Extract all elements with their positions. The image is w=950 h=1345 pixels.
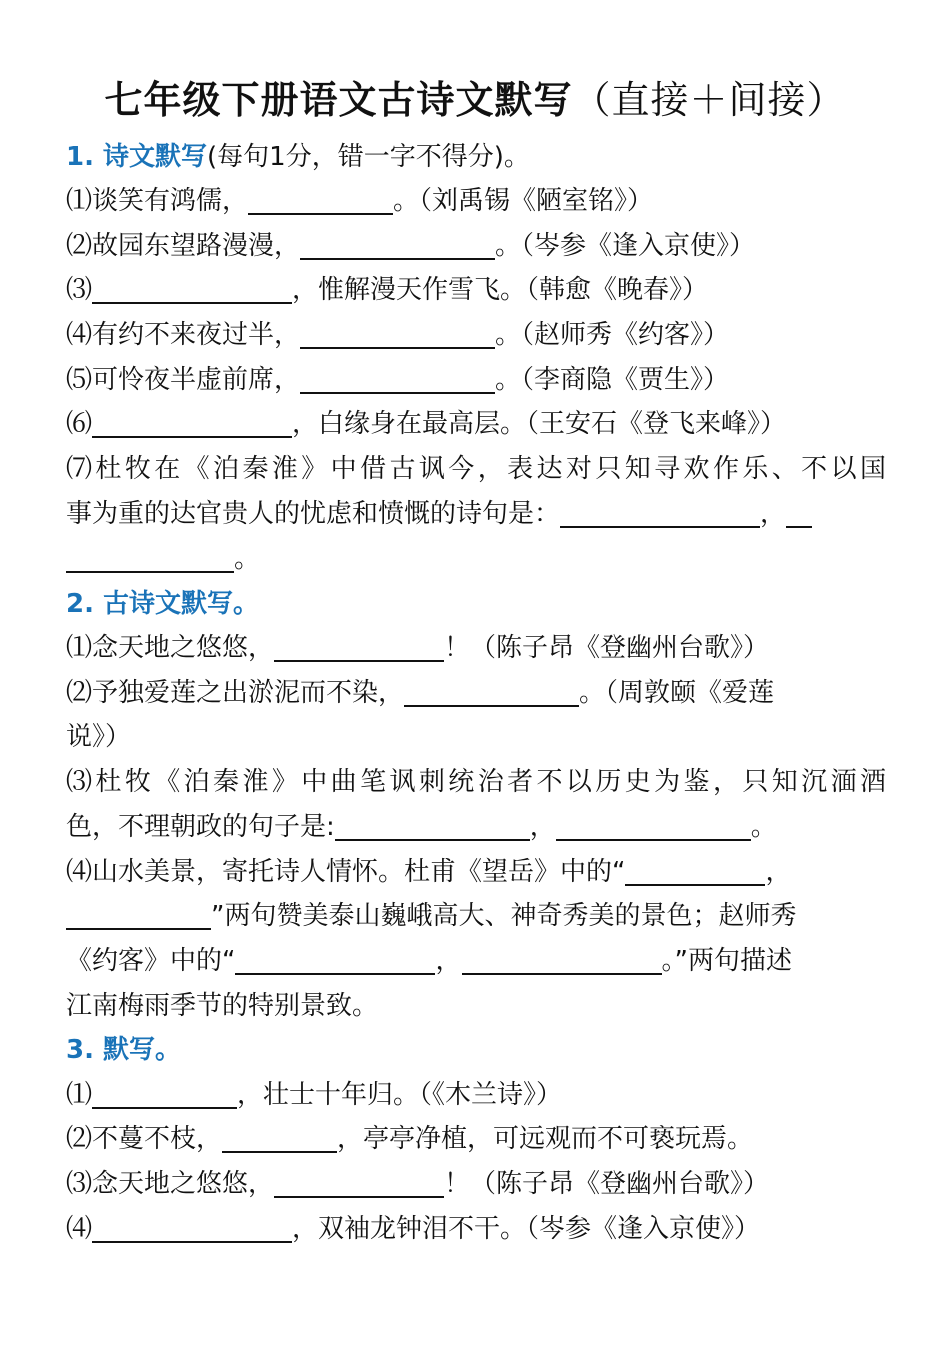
answer-blank[interactable]	[404, 675, 579, 707]
question-2-2-line-2: 说》）	[66, 722, 132, 752]
question-text: ⑴谈笑有鸿儒，	[66, 186, 249, 216]
question-number: ⑹	[66, 409, 93, 439]
question-text: ，白缘身在最高层。（王安石《登飞来峰》）	[292, 409, 787, 439]
question-2-1	[66, 626, 886, 670]
question-text: ”两句赞美泰山巍峨高大、神奇秀美的景色；赵师秀	[211, 901, 797, 931]
answer-blank[interactable]	[248, 183, 393, 215]
answer-blank[interactable]	[300, 317, 495, 349]
question-2-4-line-2	[66, 894, 886, 938]
answer-blank[interactable]	[300, 362, 495, 394]
question-text: 。”两句描述	[661, 946, 792, 976]
section-instruction: (每句1分，错一字不得分)。	[207, 142, 530, 172]
answer-blank[interactable]	[274, 630, 444, 662]
question-2-2	[66, 671, 886, 715]
answer-blank[interactable]	[222, 1121, 337, 1153]
question-number: ⑴	[66, 1080, 93, 1110]
question-3-1	[66, 1073, 886, 1117]
question-2-3-line-2	[66, 805, 886, 849]
question-source: 。（赵师秀《约客》）	[495, 320, 730, 350]
question-text: ⑴念天地之悠悠，	[66, 633, 275, 663]
question-number: ⑷	[66, 1214, 93, 1244]
answer-blank[interactable]	[92, 272, 292, 304]
question-number: ⑶	[66, 275, 93, 305]
page-title	[0, 70, 950, 130]
question-text: ，壮士十年归。（《木兰诗》）	[237, 1080, 563, 1110]
question-source: 。（刘禹锡《陋室铭》）	[393, 186, 654, 216]
question-1-1	[66, 179, 886, 223]
answer-blank[interactable]	[92, 1077, 237, 1109]
question-text: ⑵故园东望路漫漫，	[66, 231, 301, 261]
question-2-4-line-4: 江南梅雨季节的特别景致。	[66, 991, 379, 1021]
punctuation: ，	[765, 857, 792, 887]
section-heading: 3. 默写。	[66, 1035, 182, 1065]
answer-blank[interactable]	[560, 496, 760, 528]
answer-blank[interactable]	[300, 228, 495, 260]
title-main: 七年级下册语文古诗文默写	[104, 78, 573, 122]
section-1-heading	[66, 135, 886, 179]
punctuation: ，	[435, 946, 462, 976]
question-2-4-line-3	[66, 939, 886, 983]
section-heading: 2. 古诗文默写。	[66, 589, 260, 619]
question-1-7-line-3	[66, 537, 886, 581]
question-text: ，惟解漫天作雪飞。（韩愈《晚春》）	[292, 275, 709, 305]
question-source: 。（李商隐《贾生》）	[495, 365, 730, 395]
question-1-2	[66, 224, 886, 268]
answer-blank[interactable]	[335, 809, 530, 841]
question-source: ！（陈子昂《登幽州台歌》）	[444, 633, 770, 663]
question-1-7-line-1: ⑺杜牧在《泊秦淮》中借古讽今，表达对只知寻欢作乐、不以国	[66, 454, 886, 484]
question-source: 。（岑参《逢入京使》）	[495, 231, 756, 261]
answer-blank[interactable]	[625, 854, 765, 886]
answer-blank[interactable]	[462, 943, 662, 975]
answer-blank[interactable]	[235, 943, 435, 975]
question-2-3-line-1: ⑶杜牧《泊秦淮》中曲笔讽刺统治者不以历史为鉴，只知沉湎酒	[66, 767, 886, 797]
question-text: 《约客》中的“	[66, 946, 236, 976]
section-heading: 1. 诗文默写	[66, 142, 208, 172]
punctuation: 。	[234, 544, 261, 574]
question-text: ⑷有约不来夜过半，	[66, 320, 301, 350]
question-3-3	[66, 1162, 886, 1206]
answer-blank[interactable]	[92, 406, 292, 438]
question-1-5	[66, 358, 886, 402]
question-3-2	[66, 1117, 886, 1161]
question-text: ，双袖龙钟泪不干。（岑参《逢入京使》）	[292, 1214, 761, 1244]
punctuation: ，	[529, 812, 556, 842]
question-text: 色，不理朝政的句子是:	[66, 812, 335, 842]
question-text: ⑶念天地之悠悠，	[66, 1169, 275, 1199]
question-1-7-line-2	[66, 492, 886, 536]
question-text: ⑷山水美景，寄托诗人情怀。杜甫《望岳》中的“	[66, 857, 626, 887]
answer-blank[interactable]	[556, 809, 751, 841]
answer-blank[interactable]	[66, 898, 211, 930]
question-text: ⑵予独爱莲之出淤泥而不染，	[66, 678, 405, 708]
question-1-4	[66, 313, 886, 357]
punctuation: 。	[750, 812, 777, 842]
question-1-6	[66, 402, 886, 446]
question-text: ⑸可怜夜半虚前席，	[66, 365, 301, 395]
answer-blank[interactable]	[786, 496, 812, 528]
question-source: 。（周敦颐《爱莲	[579, 678, 775, 708]
question-text: ⑵不蔓不枝，	[66, 1124, 223, 1154]
title-sub: （直接＋间接）	[572, 78, 846, 122]
question-1-3	[66, 268, 886, 312]
answer-blank[interactable]	[66, 541, 234, 573]
answer-blank[interactable]	[274, 1166, 444, 1198]
answer-blank[interactable]	[92, 1211, 292, 1243]
question-source: ！（陈子昂《登幽州台歌》）	[444, 1169, 770, 1199]
question-2-4-line-1	[66, 850, 886, 894]
question-text: ，亭亭净植，可远观而不可亵玩焉。	[337, 1124, 754, 1154]
section-3-heading	[66, 1028, 886, 1072]
punctuation: ，	[760, 499, 787, 529]
section-2-heading	[66, 582, 886, 626]
question-text: 事为重的达官贵人的忧虑和愤慨的诗句是：	[66, 499, 561, 529]
question-3-4	[66, 1207, 886, 1251]
